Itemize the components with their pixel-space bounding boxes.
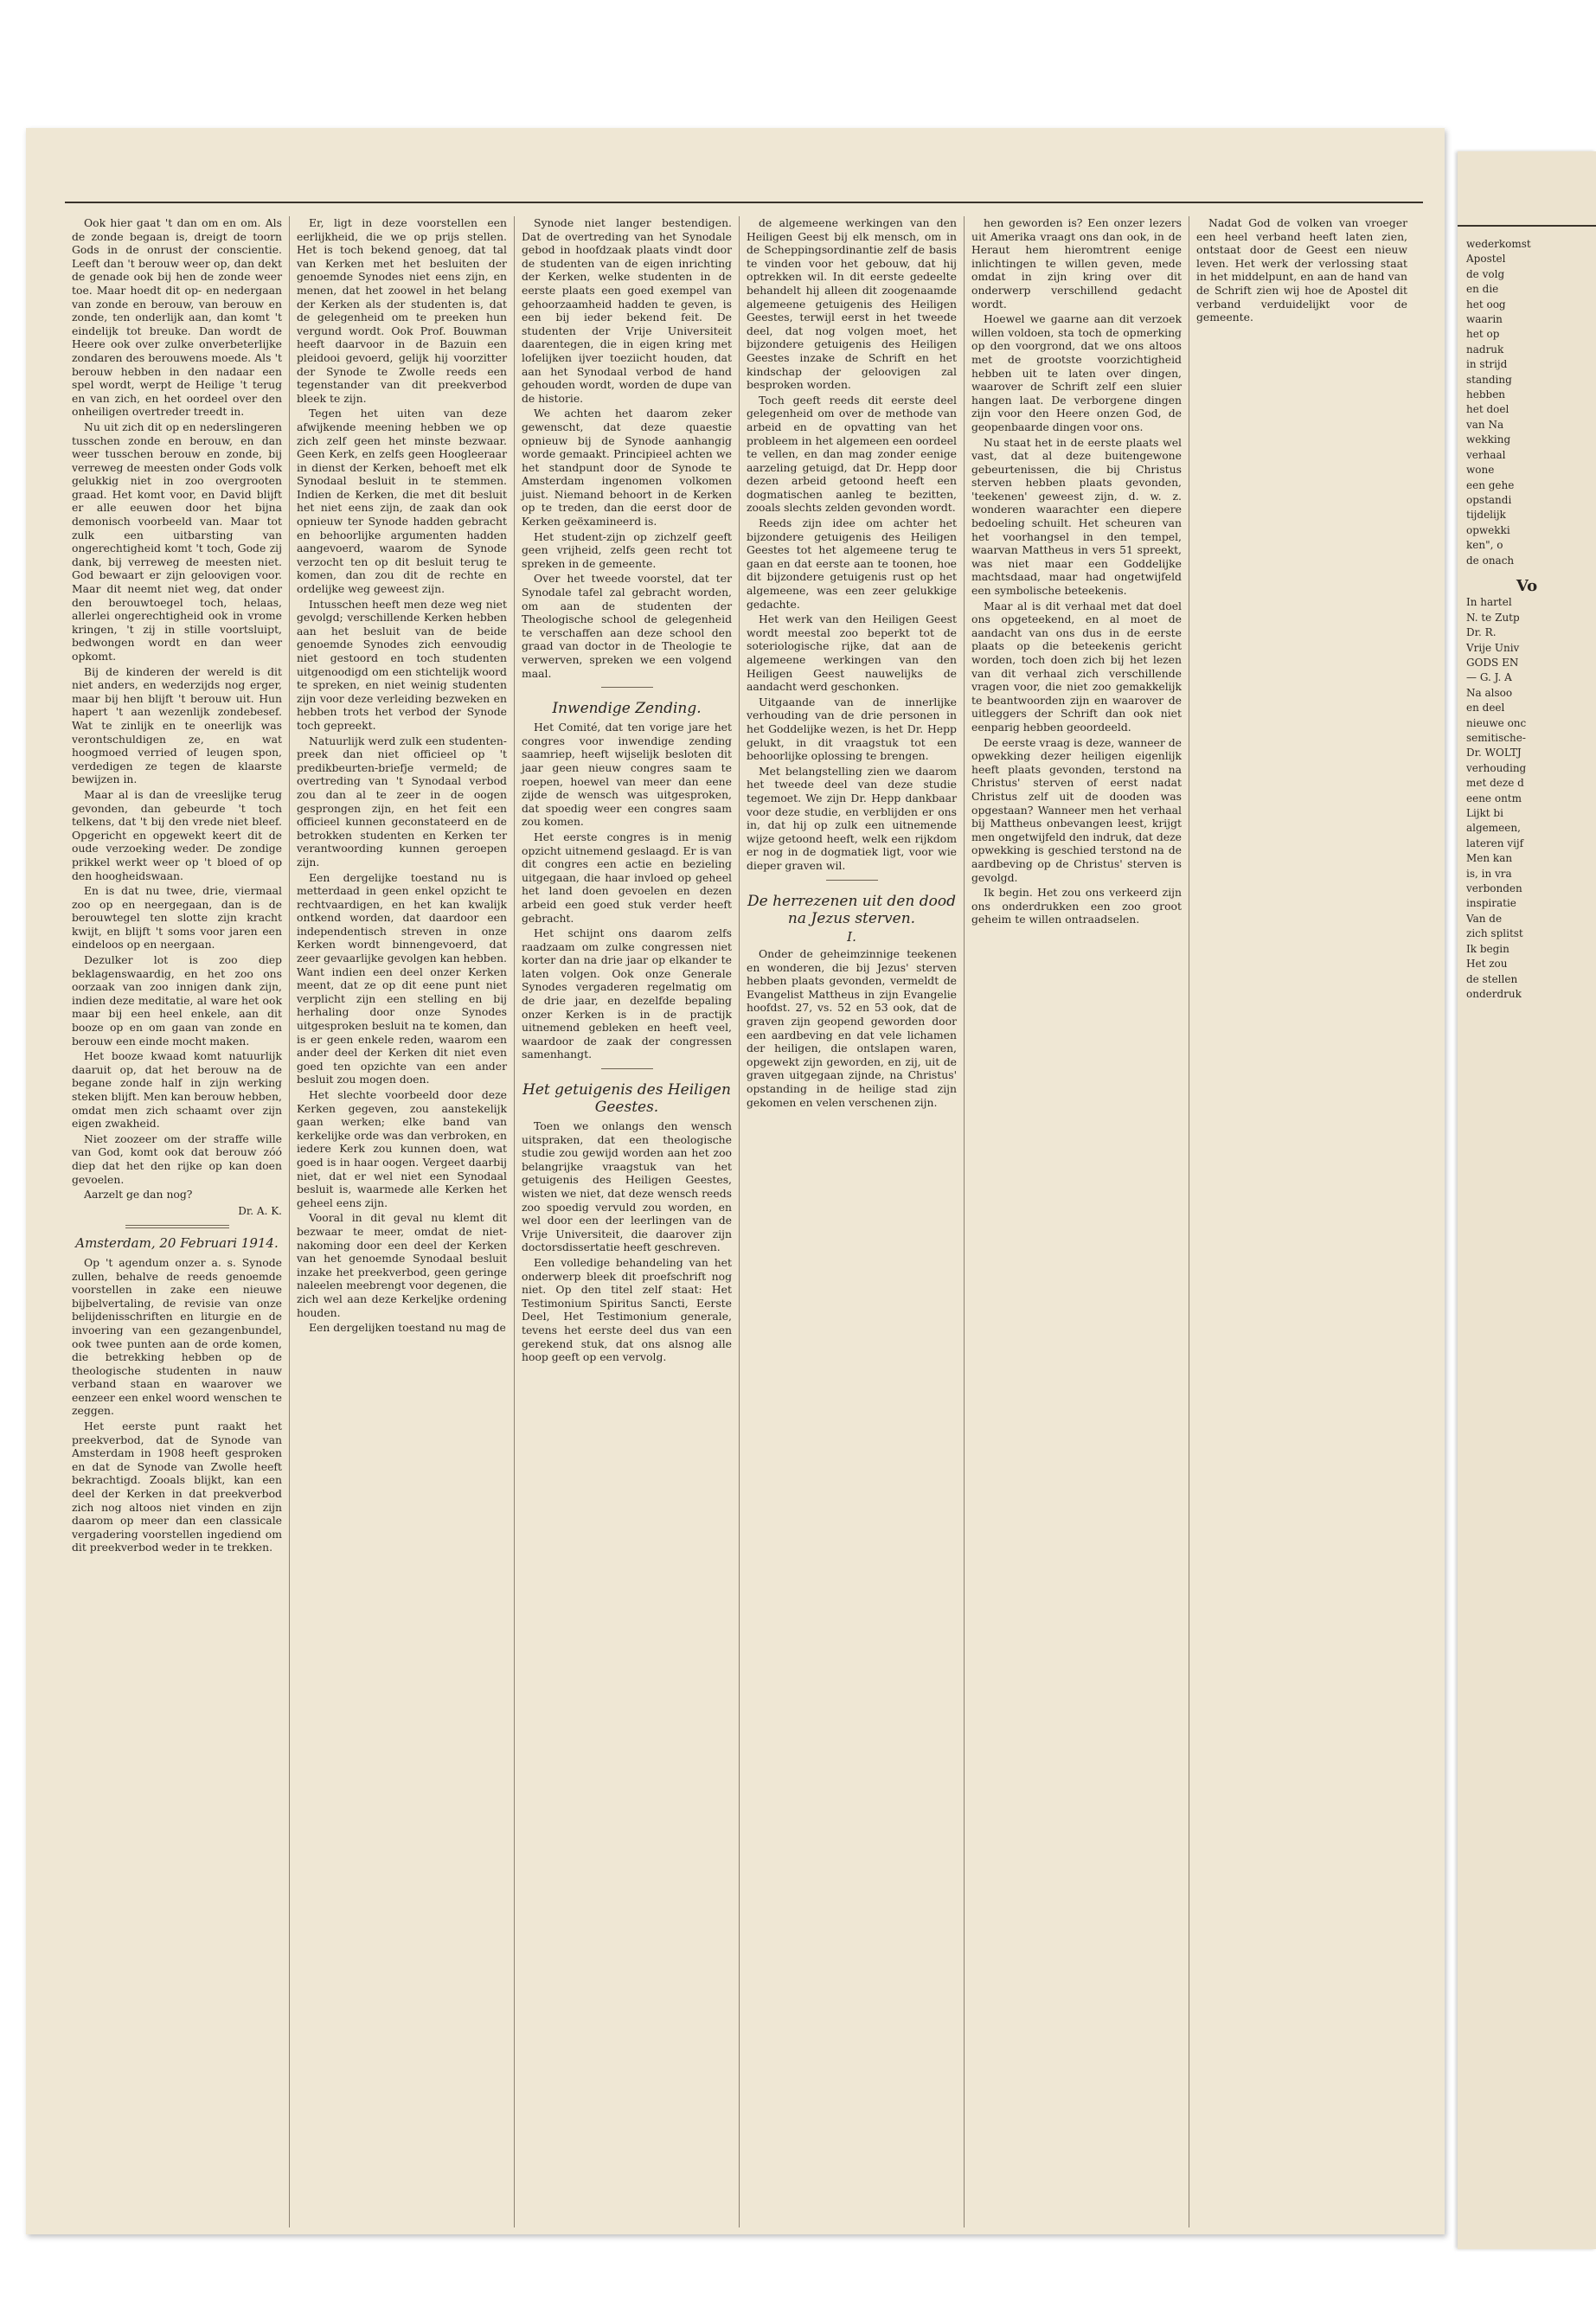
text-line: met deze d [1466, 777, 1524, 790]
text-line: wederkomst [1466, 238, 1531, 250]
next-page-edge [1458, 151, 1596, 2249]
text-line: nieuwe onc [1466, 716, 1527, 729]
paragraph: En is dat nu twee, drie, viermaal zoo op en neergegaan, dan is de berouwtegel ten slotte zijn kracht kwijt, en blijft 't soms voor jaren een eindeloos op en neergaan. [72, 884, 282, 952]
section-divider [125, 1225, 229, 1228]
paragraph: Toen we onlangs den wensch uitspraken, dat een theologische studie zou gewijd worden aan het zoo belangrijke vraagstuk van het getuigenis des Heiligen Geestes, wisten we niet, dat deze wensch reeds zoo spoedig vervuld zou worden, en wel door een der leerlingen van de Vrije Universiteit, die daarover zijn doctorsdissertatie heeft geschreven. [522, 1119, 732, 1254]
text-line: Apostel [1466, 253, 1506, 266]
text-line: lateren vijf [1466, 836, 1524, 849]
text-line: Lijkt bi [1466, 807, 1503, 820]
paragraph: Het slechte voorbeeld door deze Kerken gegeven, zou aanstekelijk gaan werken; elke band van kerkelijke orde was dan verbroken, en iedere Kerk zou kunnen doen, wat goed is in haar oogen. Vergeet daarbij niet, dat er wel niet een Synodaal besluit is, waarmede alle Kerken het geheel eens zijn. [297, 1088, 507, 1209]
section-number: I. [847, 928, 856, 945]
paragraph: Met belangstelling zien we daarom het tweede deel van deze studie tegemoet. We zijn Dr. Hepp dankbaar voor deze studie, en verblijden er ons in, dat hij op zulk een uitnemende wijze getoond heeft, welk een rijkdom er nog in de dogmatiek ligt, voor wie dieper graven wil. [747, 764, 957, 872]
paragraph: Ook hier gaat 't dan om en om. Als de zonde begaan is, dreigt de toorn Gods in de onrust der conscientie. Leeft dan 't berouw weer op, dan dekt de genade ook bij hen de zonde weer toe. Maar hoedt dit op- en nedergaan van zonde en berouw, van berouw en zonde, ten onderlijk aan, dan komt 't eindelijk tot breuke. Dan wordt de Heere ook over zulke onverbeterlijke zondaren des berouwens moede. Als 't berouw hebben in den nadaar een spel wordt, werpt de Heilige 't terug en van zich, en het oordeel over den onheiligen overtreder treedt in. [72, 216, 282, 419]
paragraph: Een volledige behandeling van het onderwerp bleek dit proefschrift nog niet. Op den titel zelf staat: Het Testimonium Spiritus Sancti, Eerste Deel, Het Testimonium generale, tevens het eerste deel dus van een gerekend stuk, dat ons alsnog alle hoop geeft op een vervolg. [522, 1255, 732, 1364]
text-line: van Na [1466, 418, 1504, 431]
text-line: standing [1466, 373, 1512, 386]
text-line: en die [1466, 283, 1499, 296]
text-line: semitische- [1466, 732, 1526, 744]
paragraph: Het eerste punt raakt het preekverbod, dat de Synode van Amsterdam in 1908 heeft gesproken en dat de Synode van Zwolle heeft bekrachtigd. Zooals blijkt, kan een deel der Kerken in dat preekverbod zich nog altoos niet vinden en zijn daarom op meer dan een classicale vergadering voorstellen ingediend om dit preekverbod weder in te trekken. [72, 1420, 282, 1554]
paragraph: Op 't agendum onzer a. s. Synode zullen, behalve de reeds genoemde voorstellen in zake een nieuwe bijbelvertaling, de revisie van onze belijdenisschriften en liturgie en de invoering van een gezangenbundel, ook twee punten aan de orde komen, die betrekking hebben op de theologische studenten in nauw verband staan en waarover we eenzeer een enkel woord wenschen te zeggen. [72, 1255, 282, 1418]
column-4 [740, 216, 965, 2227]
text-line: opstandi [1466, 493, 1512, 506]
text-line: Ik begin [1466, 942, 1509, 955]
text-line: onderdruk [1466, 987, 1522, 1000]
section-heading: Vo [1516, 576, 1538, 595]
paragraph: Maar al is dit verhaal met dat doel ons opgeteekend, en al moet de aandacht van ons dus in de eerste plaats op die beteekenis gericht worden, toch doen zich bij het lezen van dit verhaal zich verschillende vragen voor, die niet zoo gemakkelijk te beantwoorden zijn en waarover de uitleggers der Schrift dan ook niet eenparig hebben geoordeeld. [971, 599, 1182, 734]
text-line: zich splitst [1466, 927, 1523, 940]
newspaper-page [26, 128, 1445, 2234]
section-divider [601, 1068, 653, 1069]
text-line: het oog [1466, 298, 1506, 311]
column-1 [65, 216, 290, 2227]
paragraph: de algemeene werkingen van den Heiligen Geest bij elk mensch, om in de Scheppingsordinantie zelf de basis te vinden voor het gebouw, dat hij optrekken wil. In dit eerste gedeelte behandelt hij alleen dit zoogenaamde algemeene getuigenis des Heiligen Geestes, terwijl eerst in het tweede deel, dat nog volgen moet, het bijzondere getuigenis des Heiligen Geestes inzake de Schrift en het kindschap der geloovigen zal besproken worden. [747, 216, 957, 392]
section-divider [826, 880, 878, 881]
paragraph: Intusschen heeft men deze weg niet gevolgd; verschillende Kerken hebben aan het besluit van de beide genoemde Synodes zich eenvoudig niet gestoord en toch studenten uitgenoodigd om een stichtelijk woord te spreken, en niet weinig studenten zijn voor deze verleiding bezweken en hebben trots het verbod der Synode toch gepreekt. [297, 597, 507, 732]
column-3 [515, 216, 740, 2227]
paragraph: Vooral in dit geval nu klemt dit bezwaar te meer, omdat de niet-nakoming door een deel der Kerken van het genoemde Synodaal besluit inzake het preekverbod, geen geringe naleelen meebrengt voor degenen, die zich wel aan deze Kerkeljke ordening houden. [297, 1211, 507, 1319]
paragraph: Het eerste congres is in menig opzicht uitnemend geslaagd. Er is van dit congres een actie en bezieling uitgegaan, die haar invloed op geheel het land doen gevoelen en dezen arbeid een goed stuk verder heeft gebracht. [522, 830, 732, 925]
text-line: Na alsoo [1466, 686, 1513, 699]
text-line: algemeen, [1466, 822, 1521, 835]
paragraph: Over het tweede voorstel, dat ter Synodale tafel zal gebracht worden, om aan de studenten der Theologische school de gelegenheid te verschaffen aan deze school den graad van doctor in de Theologie te verwerven, spreken we een volgend maal. [522, 572, 732, 680]
paragraph: Het booze kwaad komt natuurlijk daaruit op, dat het berouw na de begane zonde half in zijn werking steken blijft. Men kan berouw hebben, omdat men zich schaamt over zijn eigen zwakheid. [72, 1049, 282, 1131]
paragraph: Reeds zijn idee om achter het bijzondere getuigenis des Heiligen Geestes tot het algemeene terug te gaan en dat eerste aan te toonen, hoe dit bijzondere getuigenis rust op het algemeene, was een zeer gelukkige gedachte. [747, 516, 957, 611]
text-line: tijdelijk [1466, 509, 1506, 522]
paragraph: De eerste vraag is deze, wanneer de opwekking dezer heiligen eigenlijk heeft plaats gevonden, terstond na Christus' sterven of eerst nadat Christus zelf uit de dooden was opgestaan? Wanneer men het verhaal bij Mattheus onbevangen leest, krijgt men ongetwijfeld den indruk, dat deze opwekking is geschied terstond na de aardbeving op de Christus' sterven is gevolgd. [971, 735, 1182, 884]
text-line: Van de [1466, 912, 1503, 925]
text-line: het op [1466, 328, 1500, 341]
text-line: Men kan [1466, 852, 1513, 865]
paragraph: Niet zoozeer om der straffe wille van God, komt ook dat berouw zóó diep dat het den rijke op kan doen gevoelen. [72, 1131, 282, 1186]
paragraph: We achten het daarom zeker gewenscht, dat deze quaestie opnieuw bij de Synode aanhangig worde gemaakt. Principieel achten we het standpunt door de Synode te Amsterdam ingenomen volkomen juist. Niemand behoort in de Kerken op te treden, dan die eerst door de Kerken geëxamineerd is. [522, 407, 732, 529]
paragraph: Een dergelijken toestand nu mag de [309, 1321, 506, 1335]
paragraph: Er, ligt in deze voorstellen een eerlijkheid, die we op prijs stellen. Het is toch bekend genoeg, dat tal van Kerken met het besluiten der genoemde Synodes niet eens zijn, en menen, dat het zoowel in het belang der Kerken als der studenten is, dat de gelegenheid om te preeken hun vergund wordt. Ook Prof. Bouwman heeft daarvoor in de Bazuin een pleidooi gevoerd, gelijk hij voorzitter der Synode te Zwolle reeds een tegenstander van dit preekverbod bleek te zijn. [297, 216, 507, 405]
text-line: hebben [1466, 388, 1506, 401]
text-line: opwekki [1466, 523, 1510, 536]
section-heading: De herrezenen uit den dood na Jezus sterven. [747, 892, 956, 927]
paragraph: Nu staat het in de eerste plaats wel vast, dat al deze buitengewone gebeurtenissen, die bij Christus sterven hebben plaats gevonden, 'teekenen' geweest zijn, d. w. z. wonderen waarachter een diepere bedoeling schuilt. Het scheuren van het voorhangsel in den tempel, waarvan Mattheus in vers 51 spreekt, was niet maar een Goddelijke machtsdaad, maar had ongetwijfeld een symbolische beteekenis. [971, 435, 1182, 598]
paragraph: hen geworden is? Een onzer lezers uit Amerika vraagt ons dan ook, in de Heraut hem hieromtrent eenige inlichtingen te willen geven, mede omdat in zijn kring over dit onderwerp verschillend gedacht wordt. [971, 216, 1182, 311]
text-line: wone [1466, 464, 1495, 477]
text-line: de stellen [1466, 972, 1518, 985]
header-rule [1458, 225, 1596, 227]
paragraph: Toch geeft reeds dit eerste deel gelegenheid om over de methode van arbeid en de opvatting van het probleem in het algemeen een oordeel te vellen, en dan mag zonder eenige aarzeling getuigd, dat Dr. Hepp door dezen arbeid getoond heeft een dogmatischen aanleg te bezitten, zooals slechts zelden gevonden wordt. [747, 393, 957, 515]
column-5 [965, 216, 1189, 2227]
paragraph: Het schijnt ons daarom zelfs raadzaam om zulke congressen niet korter dan na drie jaar op elkander te laten volgen. Ook onze Generale Synodes vergaderen regelmatig om de drie jaar, en dezelfde bepaling onzer Kerken is in de practijk uitnemend gebleken en heeft veel, waardoor de zaak der congressen samenhangt. [522, 926, 732, 1061]
text-line: verbonden [1466, 882, 1522, 895]
text-line: waarin [1466, 313, 1503, 326]
column-2 [290, 216, 515, 2227]
paragraph: Nu uit zich dit op en nederslingeren tusschen zonde en berouw, en dan weer tusschen berouw en zonde, bij verreweg de meesten onder Gods volk gelukkig niet in zoo overgrooten graad. Het komt voor, en David blijft er alle eeuwen door het bijna demonisch voorbeeld van. Maar tot zulk een uitbarsting van ongerechtigheid komt 't toch, Gode zij dank, bij verreweg de meesten niet. God bewaart er zijn geloovigen voor. Maar dit neemt niet weg, dat onder den berouwtoegel toch, helaas, allerlei ongerechtigheid ook in vrome kringen, 't zij in stille voortsluipt, bedwongen wordt en dan weer opkomt. [72, 420, 282, 663]
header-rule [65, 202, 1423, 203]
text-line: — G. J. A [1466, 671, 1512, 684]
paragraph: Het Comité, dat ten vorige jare het congres voor inwendige zending saamriep, heeft wijselijk besloten dit jaar geen nieuw congres saam te roepen, hoewel van meer dan eene zijde de wensch was uitgesproken, dat spoedig weer een congres saam zou komen. [522, 721, 732, 829]
paragraph: Het student-zijn op zichzelf geeft geen vrijheid, zelfs geen recht tot spreken in de gemeente. [522, 529, 732, 570]
text-line: Dr. R. [1466, 626, 1497, 639]
text-line: ken", o [1466, 539, 1503, 552]
text-line: verhouding [1466, 761, 1527, 774]
text-line: eene ontm [1466, 792, 1522, 804]
text-line: de volg [1466, 267, 1505, 280]
paragraph: Onder de geheimzinnige teekenen en wonderen, die bij Jezus' sterven hebben plaats gevonden, vermeldt de Evangelist Mattheus in zijn Evangelie hoofdst. 27, vs. 52 en 53 ook, dat de graven zijn geopend geworden door een aardbeving en dat vele lichamen der heiligen, die ontslapen waren, opgewekt zijn geworden, en zij, uit de graven uitgegaan zijnde, na Christus' opstanding in de heilige stad zijn gekomen en velen verschenen zijn. [747, 947, 957, 1109]
text-line: is, in vra [1466, 867, 1512, 880]
text-line: Dr. WOLTJ [1466, 747, 1522, 760]
caption: N. te Zutp [1466, 611, 1520, 624]
paragraph: Nadat God de volken van vroeger een heel verband heeft laten zien, ontstaat door de Geest een nieuw leven. Het werk der verlossing staat in het middelpunt, en aan de hand van de Schrift zien wij hoe de Apostel dit verband verduidelijkt voor de gemeente. [1196, 216, 1407, 324]
paragraph: Ik begin. Het zou ons verkeerd zijn ons onderdrukken een zoo groot geheim te willen ontraadselen. [971, 886, 1182, 926]
text-line: Het zou [1466, 958, 1508, 971]
text-line: en deel [1466, 702, 1505, 715]
paragraph: Natuurlijk werd zulk een studenten-preek dan niet officieel op 't predikbeurten-briefje vermeld; de overtreding van 't Synodaal verbod zou dan al te zeer in de oogen gesprongen zijn, en het feit een officieel kunnen geconstateerd en de betrokken studenten en Kerken ter verantwoording kunnen geroepen zijn. [297, 734, 507, 868]
signature: Dr. A. K. [238, 1204, 282, 1217]
column-container [65, 216, 1414, 2227]
paragraph: Synode niet langer bestendigen. Dat de overtreding van het Synodale gebod in hoofdzaak plaats vindt door de studenten van de eigen inrichting der Kerken, welke studenten in de eerste plaats een goed exempel van gehoorzaamheid hadden te geven, is een bij ieder bekend feit. De studenten der Vrije Universiteit daarentegen, die in eigen kring met lofelijken ijver toeziicht houden, dat aan het Synodaal verbod de hand gehouden wordt, worden de dupe van de historie. [522, 216, 732, 405]
text-line: Vrije Univ [1466, 641, 1520, 654]
paragraph: Uitgaande van de innerlijke verhouding van de drie personen in het Goddelijke wezen, is het Dr. Hepp gelukt, in dit vraagstuk tot een behoorlijke oplossing te brengen. [747, 695, 957, 763]
column-6 [1189, 216, 1414, 2227]
paragraph: Hoewel we gaarne aan dit verzoek willen voldoen, sta toch de opmerking op den voorgrond, dat we ons altoos met de grootste voorzichtigheid hebben uit te laten over dingen, waarover de Schrift zelf een sluier hangen laat. De verborgene dingen zijn voor den Heere onzen God, de geopenbaarde dingen voor ons. [971, 312, 1182, 433]
next-page-column [1458, 151, 1596, 1001]
text-line: inspiratie [1466, 897, 1516, 910]
text-line: in strijd [1466, 358, 1508, 371]
paragraph: Maar al is dan de vreeslijke terug gevonden, dan gebeurde 't toch telkens, dat 't bij den vrede niet bleef. Opgericht en opgewekt keert dit de oude verzoeking weder. De zondige prikkel werkt weer op 't bloed of op den hoogheidswaan. [72, 787, 282, 882]
paragraph: Bij de kinderen der wereld is dit niet anders, en wederzijds nog erger, maar bij hen blijft 't berouw uit. Hun hapert 't aan wezenlijk zondebesef. Wat te zinlijk en te oneerlijk was verontschuldigen ze, en wat hoogmoed verried of leugen spon, verdedigen ze tegen de klaarste bewijzen in. [72, 664, 282, 786]
paragraph: Aarzelt ge dan nog? [84, 1188, 193, 1202]
text-line: wekking [1466, 433, 1511, 446]
text-line: GODS EN [1466, 656, 1519, 669]
text-line: verhaal [1466, 448, 1506, 461]
paragraph: Tegen het uiten van deze afwijkende meening hebben we op zich zelf geen het minste bezwaar. Geen Kerk, en zelfs geen Hoogleeraar in dienst der Kerken, behoeft met elk Synodaal besluit in te stemmen. Indien de Kerken, die met dit besluit het niet eens zijn, de zaak dan ook opnieuw ter Synode hadden gebracht en behoorlijke argumenten hadden aangevoerd, waarom de Synode verzocht ten op dit besluit terug te komen, dan zou dit de rechte en ordelijke weg geweest zijn. [297, 407, 507, 596]
section-heading: Het getuigenis des Heiligen Geestes. [522, 1081, 731, 1117]
dateline: Amsterdam, 20 Februari 1914. [75, 1235, 279, 1252]
section-divider [601, 687, 653, 688]
text-line: een gehe [1466, 478, 1515, 491]
paragraph: Een dergelijke toestand nu is metterdaad in geen enkel opzicht te rechtvaardigen, en het kan kwalijk ontkend worden, dat daardoor een independentisch streven in onze Kerken wordt binnengevoerd, dat zeer gevaarlijke gevolgen kan hebben. Want indien een deel onzer Kerken meent, dat ze op dit eene punt niet verplicht zijn een stelling en bij herhaling door onze Synodes uitgesproken besluit na te komen, dan is er geen enkele reden, waarom een ander deel der Kerken dit niet even goed ten opzichte van een ander besluit zou mogen doen. [297, 870, 507, 1086]
paragraph: Dezulker lot is zoo diep beklagenswaardig, en het zoo ons oorzaak van zoo innigen dank zijn, indien deze meditatie, al ware het ook maar bij een heel enkele, aan dit booze op en om gaan van zonde en berouw een einde mocht maken. [72, 953, 282, 1048]
section-heading: Inwendige Zending. [552, 700, 702, 718]
paragraph: Het werk van den Heiligen Geest wordt meestal zoo beperkt tot de soteriologische rijke, dat aan de algemeene werkingen van den Heiligen Geest nauwelijks de aandacht werd geschonken. [747, 612, 957, 694]
caption: In hartel [1466, 596, 1512, 609]
text-line: het doel [1466, 403, 1509, 416]
text-line: nadruk [1466, 343, 1504, 356]
text-line: de onach [1466, 554, 1515, 567]
